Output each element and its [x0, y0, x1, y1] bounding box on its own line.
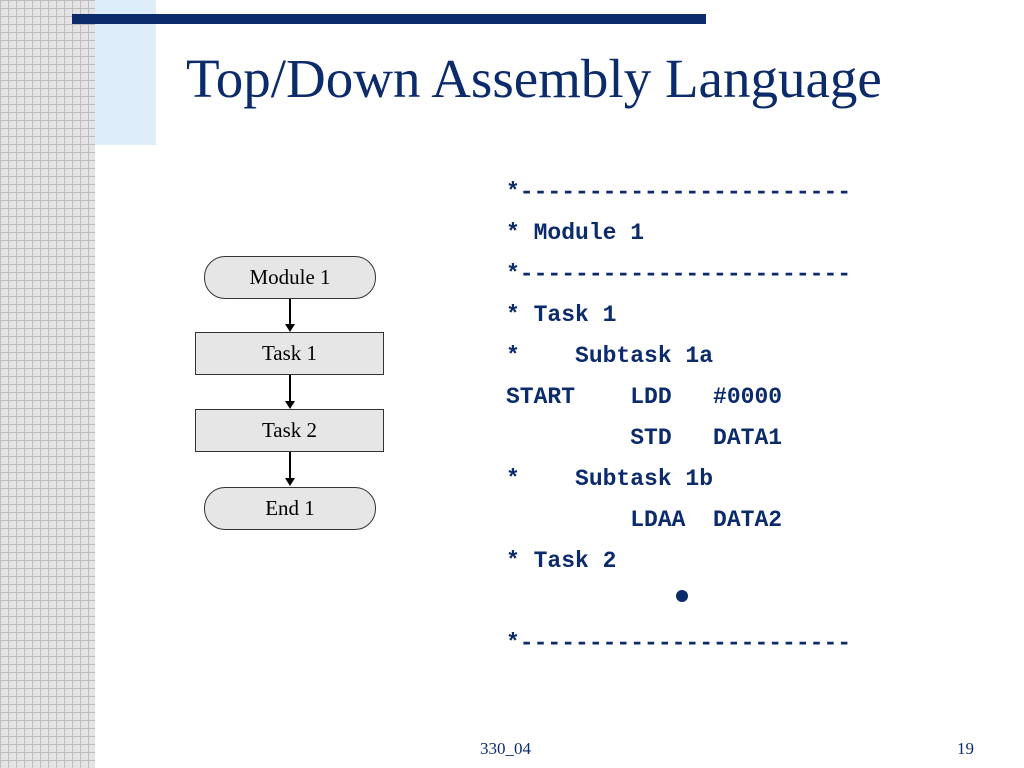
code-line: STD DATA1 [506, 425, 783, 451]
code-line [506, 582, 851, 623]
flow-arrow [289, 299, 291, 330]
slide-title: Top/Down Assembly Language [186, 48, 882, 109]
code-line: START LDD #0000 [506, 384, 783, 410]
code-line: *------------------------ [506, 261, 852, 287]
title-accent-bar [72, 14, 706, 24]
background-grid-strip [0, 0, 95, 768]
flow-node-module-1: Module 1 [204, 256, 376, 299]
flow-node-end-1: End 1 [204, 487, 376, 530]
code-line: *------------------------ [506, 179, 852, 205]
continuation-dot-icon [676, 590, 688, 602]
flow-arrow [289, 452, 291, 484]
flow-arrow [289, 375, 291, 407]
code-line: * Task 1 [506, 302, 617, 328]
slide-page-number: 19 [957, 739, 974, 758]
code-line: * Module 1 [506, 220, 645, 246]
flow-node-task-2: Task 2 [195, 409, 384, 452]
code-line: * Task 2 [506, 548, 617, 574]
code-line: * Subtask 1b [506, 466, 714, 492]
code-line: * Subtask 1a [506, 343, 714, 369]
code-line: LDAA DATA2 [506, 507, 783, 533]
footer-course-code: 330_04 [480, 739, 531, 758]
code-line: *------------------------ [506, 630, 852, 656]
flow-node-task-1: Task 1 [195, 332, 384, 375]
